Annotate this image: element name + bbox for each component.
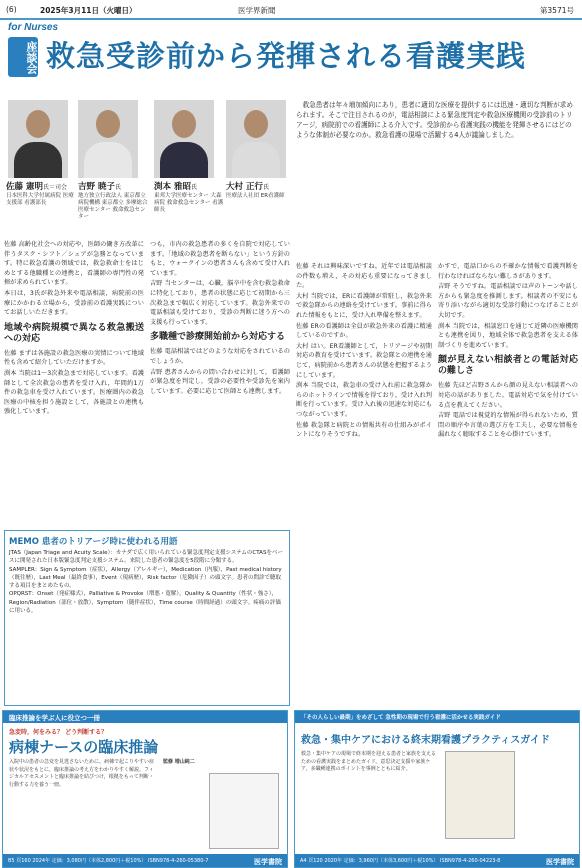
ad-footer: A4 頁120 2020年 定価：3,960円（本体3,600円＋税10%） ISBN978-4-260-04223-8 医学書院: [295, 854, 579, 867]
paragraph: つも，市内の救急患者の多くを自院で対応しています。「地域の救急患者を断らない」という方針のもと，ウォークインの患者さんも含めて受け入れています。: [150, 241, 290, 277]
participant-photo: [226, 100, 286, 178]
page-number: (6): [6, 5, 17, 14]
section-heading: 多職種で診療開始前から対応する: [150, 332, 286, 343]
ad-description: 入院中の患者の急変を見逃さないために。病棟で起こりやすい症状や状況をもとに，臨床推論の考え方をわかりやすく解説。フィジカルアセスメントと臨床推論を結びつけ，根拠をもって判断・行動する力を養う一冊。: [9, 759, 155, 788]
paragraph: 佐藤 電話相談ではどのような対応をされているのでしょうか。: [150, 348, 290, 365]
page-title: 救急受診前から発揮される看護実践: [46, 39, 527, 73]
ad-description: 救急・集中ケアの現場で終末期を迎える患者と家族を支えるための看護実践をまとめたガイド。意思決定支援や家族ケア，多職種連携のポイントを事例とともに紹介。: [301, 751, 437, 772]
paragraph: 吉野 患者さんからの問い合わせに対して，看護師が緊急度を判定し，受診の必要性や受診先を案内しています。必要に応じて医師とも連携します。: [150, 368, 290, 395]
memo-item: OPQRST：Onset（発症様式），Palliative & Provoke（増悪・寛解），Quality & Quantity（性状・強さ），Region/Radiation（部位・放散），Symptom（随伴症状），Time course（時間経過）の頭文字。疼痛の評価に用いる。: [9, 591, 281, 615]
section-label: for Nurses: [8, 22, 59, 33]
memo-title: MEMO 患者のトリアージ時に使われる用語: [9, 537, 178, 547]
body-column-2: [150, 240, 290, 526]
paragraph: 佐藤 それは興味深いですね。近年では電話相談の件数も増え，その対応も重要になってきました。: [296, 263, 432, 290]
participant-affiliation: 東邦大学医療センター 大森病院 救命救急センター 看護師長: [154, 193, 224, 213]
paragraph: 吉野 そうですね。電話相談では声のトーンや話し方からも緊急度を推測します。相談者の不安にも寄り添いながら適切な受診行動につなげることが大切です。: [438, 283, 578, 319]
ad-banner: 「その人らしい最期」をめざして 急性期の現場で行う看護に活かせる実践ガイド: [295, 711, 579, 723]
participants-photos: [4, 100, 292, 236]
section-heading: 地域や病院規模で異なる救急搬送への対応: [4, 322, 144, 344]
ad-title: 病棟ナースの臨床推論: [9, 738, 159, 756]
book-cover-image: [445, 751, 515, 839]
paragraph: 本日は，3氏が救急外来や電話相談，病院前の医療にかかわる立場から，受診前の看護実践についてお話しいただきます。: [4, 289, 144, 317]
paragraph: 渕本 当院では，救急車の受け入れ前に救急隊からのホットラインで情報を得ており，受け入れ判断を行っています。受け入れ後の迅速な対応にもつながっています。: [296, 382, 432, 418]
book-ad-right[interactable]: [294, 710, 580, 868]
paragraph: 佐藤 救急隊と病院との情報共有の仕組みがポイントになりそうですね。: [296, 421, 432, 439]
memo-item: JTAS（Japan Triage and Acuity Scale）：カナダで広く用いられている緊急度判定支援システムのCTASをベースに開発された日本版緊急度判定支援システム。来院した患者の緊急度を5段階に分類する。: [9, 550, 283, 565]
paragraph: 渕本 当院は1～3次救急まで対応しています。看護師として全次救急の患者を受け入れ，年間約1万件の救急車を受け入れています。医療圏内の救急医療の中核を担う施設として，各施設との連携も強化しています。: [4, 369, 144, 416]
participant-affiliation: 日本医科大学付属病院 医療支援部 看護部長: [6, 193, 74, 206]
ad-footer: B5 頁160 2024年 定価：3,080円（本体2,800円＋税10%） ISBN978-4-260-05380-7 医学書院: [3, 854, 287, 867]
participant-photo: [78, 100, 138, 178]
paragraph: 佐藤 まずは各施設の救急医療の実情について地域性も含めて紹介していただけますか。: [4, 349, 144, 367]
paper-name: 医学界新聞: [238, 6, 276, 15]
participant-name: 吉野 暁子氏: [78, 182, 121, 192]
participant-name: 大村 正行氏: [226, 182, 269, 192]
paragraph: 大村 当院では，ERに看護師が常駐し，救急外来で救急隊からの連絡を受けています。事前に得られた情報をもとに，受け入れ準備を整えます。: [296, 292, 432, 319]
page-header: [0, 0, 582, 20]
paragraph: 佐藤 高齢化社会への対応や，医師の働き方改革に伴うタスク・シフト／シェアが急務となっています。特に救急看護の領域では，救急救命士をはじめとする他職種との連携と，看護師の専門性の発揮が求められています。: [4, 241, 144, 287]
participant-affiliation: 医療法人社団 ER看護師: [226, 193, 285, 199]
book-cover-image: [209, 773, 279, 849]
article-type-badge: 座談会: [8, 37, 38, 77]
participant-photo: [8, 100, 68, 178]
paragraph: かすで，電話口からの不確かな情報で看護判断を行わなければならない難しさがあります。: [438, 263, 578, 280]
section-heading: 顔が見えない相談者との電話対応の難しさ: [438, 355, 578, 377]
issue-date: 2025年3月11日（火曜日）: [40, 6, 137, 15]
participant-name: 渕本 雅昭氏: [154, 182, 197, 192]
paragraph: 佐藤 先ほど吉野さんから顔の見えない相談者への対応の話がありました。電話対応で気を付けている点を教えてください。: [438, 382, 578, 409]
paragraph: 吉野 電話では視覚的な情報が得られないため，質問の順序や言葉の選び方を工夫し，必要な情報を漏れなく聴取することを心掛けています。: [438, 412, 578, 439]
paragraph: 吉野 当センターは，心臓，脳卒中を含む救急救命に特化しており，患者の状態に応じて初期から三次救急まで幅広く対応しています。救急外来での電話相談も受けており，受診の判断に迷う方への支援も行っています。: [150, 280, 290, 326]
paragraph: 大村 はい。ER看護師として，トリアージや初期対応の教育を受けています。救急隊との連携を通じて，病院前から患者さんの状態を把握するようにしています。: [296, 342, 432, 379]
issue-number: 第3571号: [539, 6, 574, 15]
body-column-3: [296, 262, 432, 706]
ad-banner: 臨床推論を学ぶ人に役立つ一冊: [3, 711, 287, 723]
paragraph: 渕本 当院では，相談窓口を通じて近隣の医療機関とも連携を図り，地域全体で救急患者を支える体制づくりを進めています。: [438, 322, 578, 349]
body-column-1: [4, 240, 144, 526]
paragraph: 佐藤 ERの看護師は全員が救急外来の看護に精通しているのですか。: [296, 322, 432, 340]
body-column-4: [438, 262, 578, 706]
memo-box: [4, 530, 290, 706]
ad-kicker: 急変時，何をみる？ どう判断する？: [9, 729, 108, 736]
participant-photo: [154, 100, 214, 178]
ad-author: 監修 増山純二: [163, 759, 195, 765]
participant-affiliation: 地方独立行政法人 東京都立病院機構 東京都立 多摩総合医療センター 救命救急センター: [78, 193, 148, 220]
book-ad-left[interactable]: [2, 710, 288, 868]
participant-name: 佐藤 憲明氏＝司会: [6, 182, 67, 192]
advertisements: [0, 710, 582, 868]
ad-title: 救急・集中ケアにおける終末期看護プラクティスガイド: [301, 735, 550, 746]
memo-item: SAMPLER：Sign & Symptom（症状），Allergy（アレルギー），Medication（内服），Past medical history（既往歴），Last Meal（最終食事），Event（現病歴），Risk factor（危険因子）の頭文字。患者の問診で聴取する項目をまとめたもの。: [9, 566, 282, 590]
article-lead: 救急患者は年々増加傾向にあり，患者に適切な医療を提供するには迅速・適切な判断が求められます。そこで注目されるのが，電話相談による緊急度判定や救急医療機関の受診前のトリアージ，病院前での看護師による介入です。受診前から看護実践の機能を発揮させるにはどのような体制が必要なのか。救急看護の現場で活躍する4人が議論しました。: [296, 101, 573, 139]
